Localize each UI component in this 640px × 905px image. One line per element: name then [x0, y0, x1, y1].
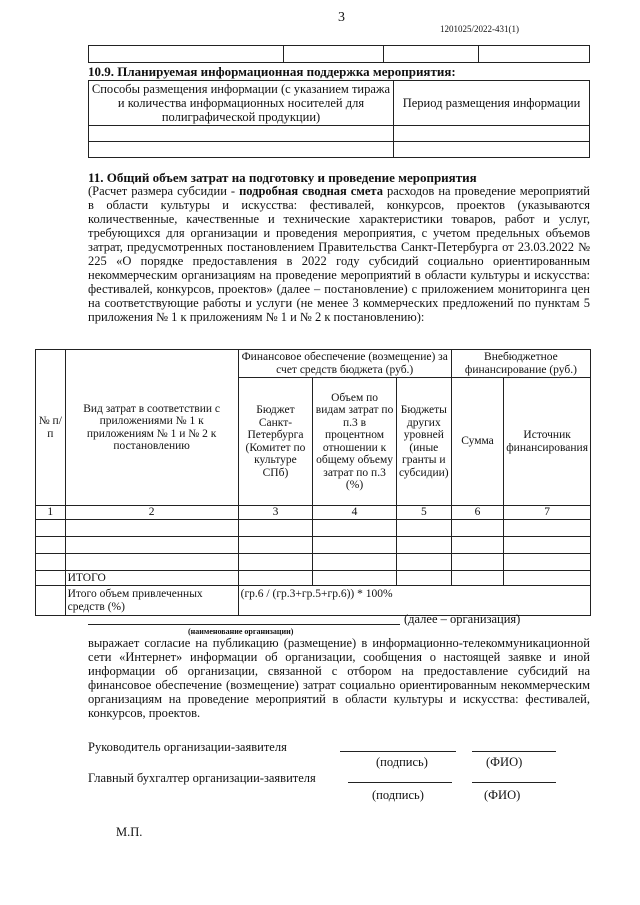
consent-text: выражает согласие на публикацию (размещение) в информационно-телекоммуникационной сети «Интернет» информации об организации, сообщения о настоящей заявке и иной информации об организации, связанной с отбором на предоставление субсидий на финансовое обеспечение (возмещение) затрат социально ориентированным некоммерческим организациям на проведение мероприятий в области культуры и искусства: фестивалей, конкурсов, проектов. — [88, 636, 590, 720]
stamp-place: М.П. — [116, 825, 143, 839]
info-support-table — [88, 80, 590, 158]
org-caption: (наименование организации) — [188, 627, 294, 636]
fio-caption: (ФИО) — [484, 788, 521, 802]
text-bold: подробная сводная смета — [239, 184, 383, 198]
num: 1 — [36, 506, 66, 520]
attracted-label: Итого объем привлеченных средств (%) — [65, 586, 238, 616]
head-signature-field[interactable] — [340, 738, 456, 752]
section-11-heading: 11. Общий объем затрат на подготовку и проведение мероприятия — [88, 170, 477, 185]
text: расходов на проведение мероприятий в области культуры и искусства: фестивалей, конкурсов, проектов (указываются количественные, качественные и технические характеристики товаров, работ и услуг, требующихся для организации и проведения мероприятия, с учетом предельных объемов затрат, предусмотренных постановлением Правительства Санкт-Петербурга от 23.03.2022 № 225 «О порядке предоставления в 2022 году субсидий социально ориентированным некоммерческим организациям на проведение мероприятий в области культуры и искусства: фестивалей, конкурсов, проектов» (далее – постановление) с приложением мониторинга цен на соответствующие работы и услуги (не менее 3 коммерческих предложений по пунктам 5 приложения № 1 к приложениям № 1 и № 2 к постановлению): — [88, 184, 590, 324]
num: 6 — [451, 506, 503, 520]
h-type: Вид затрат в соответствии с приложениями № 1 к приложениям № 1 и № 2 к постановлению — [65, 350, 238, 506]
page-number: 3 — [338, 10, 345, 25]
document-id: 1201025/2022-431(1) — [440, 24, 519, 34]
h6: Сумма — [451, 378, 503, 506]
accountant-label: Главный бухгалтер организации-заявителя — [88, 771, 316, 785]
col-period: Период размещения информации — [394, 81, 590, 126]
previous-table-tail — [88, 45, 590, 63]
total-label: ИТОГО — [65, 571, 238, 586]
org-name-field[interactable] — [88, 612, 400, 625]
h-no: № п/п — [36, 350, 66, 506]
cell[interactable] — [394, 126, 590, 142]
num: 2 — [65, 506, 238, 520]
h5: Бюджеты других уровней (иные гранты и субсидии) — [396, 378, 451, 506]
h-fin: Финансовое обеспечение (возмещение) за счет средств бюджета (руб.) — [238, 350, 451, 378]
sign-caption: (подпись) — [372, 788, 424, 802]
table-row — [36, 520, 591, 537]
h3: Бюджет Санкт-Петербурга (Комитет по культуре СПб) — [238, 378, 313, 506]
cell[interactable] — [89, 126, 394, 142]
table-row — [36, 554, 591, 571]
accountant-signature-field[interactable] — [348, 769, 452, 783]
h4: Объем по видам затрат по п.3 в процентном отношении к общему объему затрат по п.3 (%) — [313, 378, 397, 506]
section-10-9-heading: 10.9. Планируемая информационная поддержка мероприятия: — [88, 64, 456, 79]
head-fio-field[interactable] — [472, 738, 556, 752]
attracted-formula: (гр.6 / (гр.3+гр.5+гр.6)) * 100% — [238, 586, 590, 616]
fio-caption: (ФИО) — [486, 755, 523, 769]
cell[interactable] — [394, 142, 590, 158]
h-extra: Внебюджетное финансирование (руб.) — [451, 350, 590, 378]
org-suffix: (далее – организация) — [404, 612, 521, 626]
num: 3 — [238, 506, 313, 520]
table-row — [36, 537, 591, 554]
num: 5 — [396, 506, 451, 520]
num: 7 — [504, 506, 591, 520]
sign-caption: (подпись) — [376, 755, 428, 769]
cost-table — [35, 349, 591, 616]
col-methods: Способы размещения информации (с указанием тиража и количества информационных носителей для полиграфической продукции) — [89, 81, 394, 126]
h7: Источник финансирования — [504, 378, 591, 506]
text: (Расчет размера субсидии - — [88, 184, 240, 198]
cell[interactable] — [89, 142, 394, 158]
head-label: Руководитель организации-заявителя — [88, 740, 287, 754]
num: 4 — [313, 506, 397, 520]
accountant-fio-field[interactable] — [472, 769, 556, 783]
section-11-text — [88, 184, 590, 324]
